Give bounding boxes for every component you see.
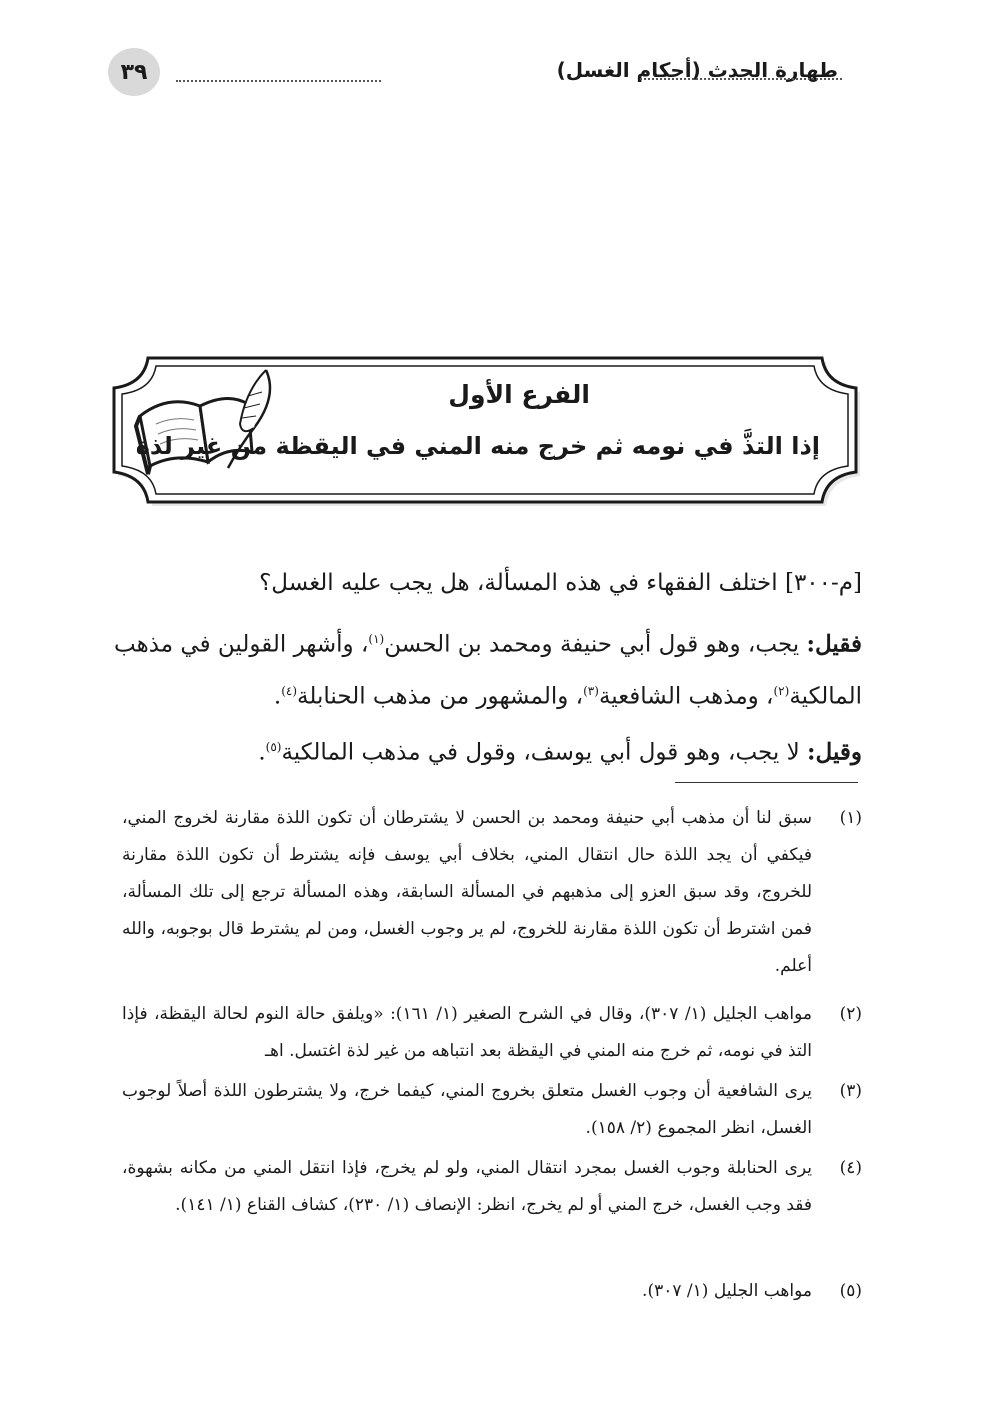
footnote-ref[interactable]: (١): [368, 632, 385, 646]
footnote-separator: [675, 782, 858, 783]
footnote-text: سبق لنا أن مذهب أبي حنيفة ومحمد بن الحسن لا يشترطان أن تكون اللذة مقارنة لخروج المني، فيكفي أن يجد اللذة حال انتقال المني، بخلاف أبي يوسف فإنه يشترط أن تكون اللذة مقارنة للخروج، وقد سبق العزو إلى مذهبهم في المسألة السابقة، وهذه المسألة ترجع إلى تلك المسألة، فمن اشترط أن تكون اللذة مقارنة للخروج، لم ير وجوب الغسل، ومن لم يشترط قال بوجوبه، والله أعلم.: [122, 808, 812, 976]
paragraph-line: [146, 720, 862, 780]
body-paragraph-1: [146, 556, 862, 610]
footnote-number: (٣): [839, 1081, 862, 1101]
footnote-number: (٢): [839, 1004, 862, 1024]
footnote-text: مواهب الجليل (١/ ٣٠٧).: [642, 1281, 812, 1301]
footnote-text: يرى الشافعية أن وجوب الغسل متعلق بخروج المني، كيفما خرج، ولا يشترطون اللذة أصلاً لوجوب الغسل، انظر المجموع (٢/ ١٥٨).: [122, 1081, 812, 1138]
paragraph-text: ، والمشهور من مذهب الحنابلة: [297, 683, 584, 710]
page-number: [108, 48, 160, 96]
footnote-ref[interactable]: (٤): [281, 684, 298, 698]
footnote-1: [122, 800, 862, 985]
body-paragraph-2-line-2: [146, 664, 862, 724]
paragraph-line: [114, 612, 862, 672]
section-title: الفرع الأول: [448, 380, 590, 409]
footnote-ref[interactable]: (٥): [265, 740, 282, 754]
paragraph-text: لا يجب، وهو قول أبي يوسف، وقول في مذهب المالكية: [281, 739, 808, 766]
running-header: [108, 48, 844, 98]
running-title: طهارة الحدث (أحكام الغسل): [556, 58, 838, 82]
body-paragraph-2-line-1: [114, 612, 862, 672]
paragraph-lead: فقيل:: [806, 630, 862, 658]
paragraph-text: .: [258, 739, 266, 766]
footnote-2: [122, 996, 862, 1070]
footnote-ref[interactable]: (٢): [773, 684, 790, 698]
paragraph-text: [م-٣٠٠] اختلف الفقهاء في هذه المسألة، هل يجب عليه الغسل؟: [259, 570, 862, 596]
header-dotted-leader-left: [176, 80, 381, 82]
paragraph-text: يجب، وهو قول أبي حنيفة ومحمد بن الحسن: [384, 631, 807, 658]
body-paragraph-3: [146, 720, 862, 780]
paragraph-text: .: [273, 683, 282, 710]
footnote-text: مواهب الجليل (١/ ٣٠٧)، وقال في الشرح الصغير (١/ ١٦١): «ويلفق حالة النوم لحالة اليقظة، فإذا التذ في نومه، ثم خرج منه المني في اليقظة بعد انتباهه من غير لذة اغتسل. اهـ: [122, 1004, 813, 1061]
section-subtitle: إذا التذَّ في نومه ثم خرج منه المني في اليقظة من غير لذة: [135, 432, 820, 460]
paragraph-text: ، وأشهر القولين في مذهب: [114, 631, 369, 658]
paragraph-text: المالكية: [789, 683, 862, 710]
footnote-ref[interactable]: (٣): [583, 684, 599, 698]
footnote-text: يرى الحنابلة وجوب الغسل بمجرد انتقال المني، ولو لم يخرج، فإذا انتقل المني من مكانه بشهوة، فقد وجب الغسل، خرج المني أو لم يخرج، انظر: الإنصاف (١/ ٢٣٠)، كشاف القناع (١/ ١٤١).: [122, 1158, 812, 1215]
paragraph-text: ، ومذهب الشافعية: [598, 683, 774, 710]
book-and-quill-icon: [128, 366, 278, 478]
paragraph-line: [146, 664, 862, 724]
paragraph-lead: وقيل:: [807, 738, 862, 766]
footnote-4: [122, 1150, 862, 1224]
footnote-number: (٤): [839, 1158, 862, 1178]
page-number-text: ٣٩: [120, 59, 148, 85]
footnote-5: [122, 1273, 862, 1310]
footnote-3: [122, 1073, 862, 1147]
header-dotted-leader-right: [640, 78, 842, 80]
footnote-number: (١): [839, 808, 862, 828]
section-heading-frame: [110, 354, 860, 506]
footnote-number: (٥): [839, 1281, 862, 1301]
